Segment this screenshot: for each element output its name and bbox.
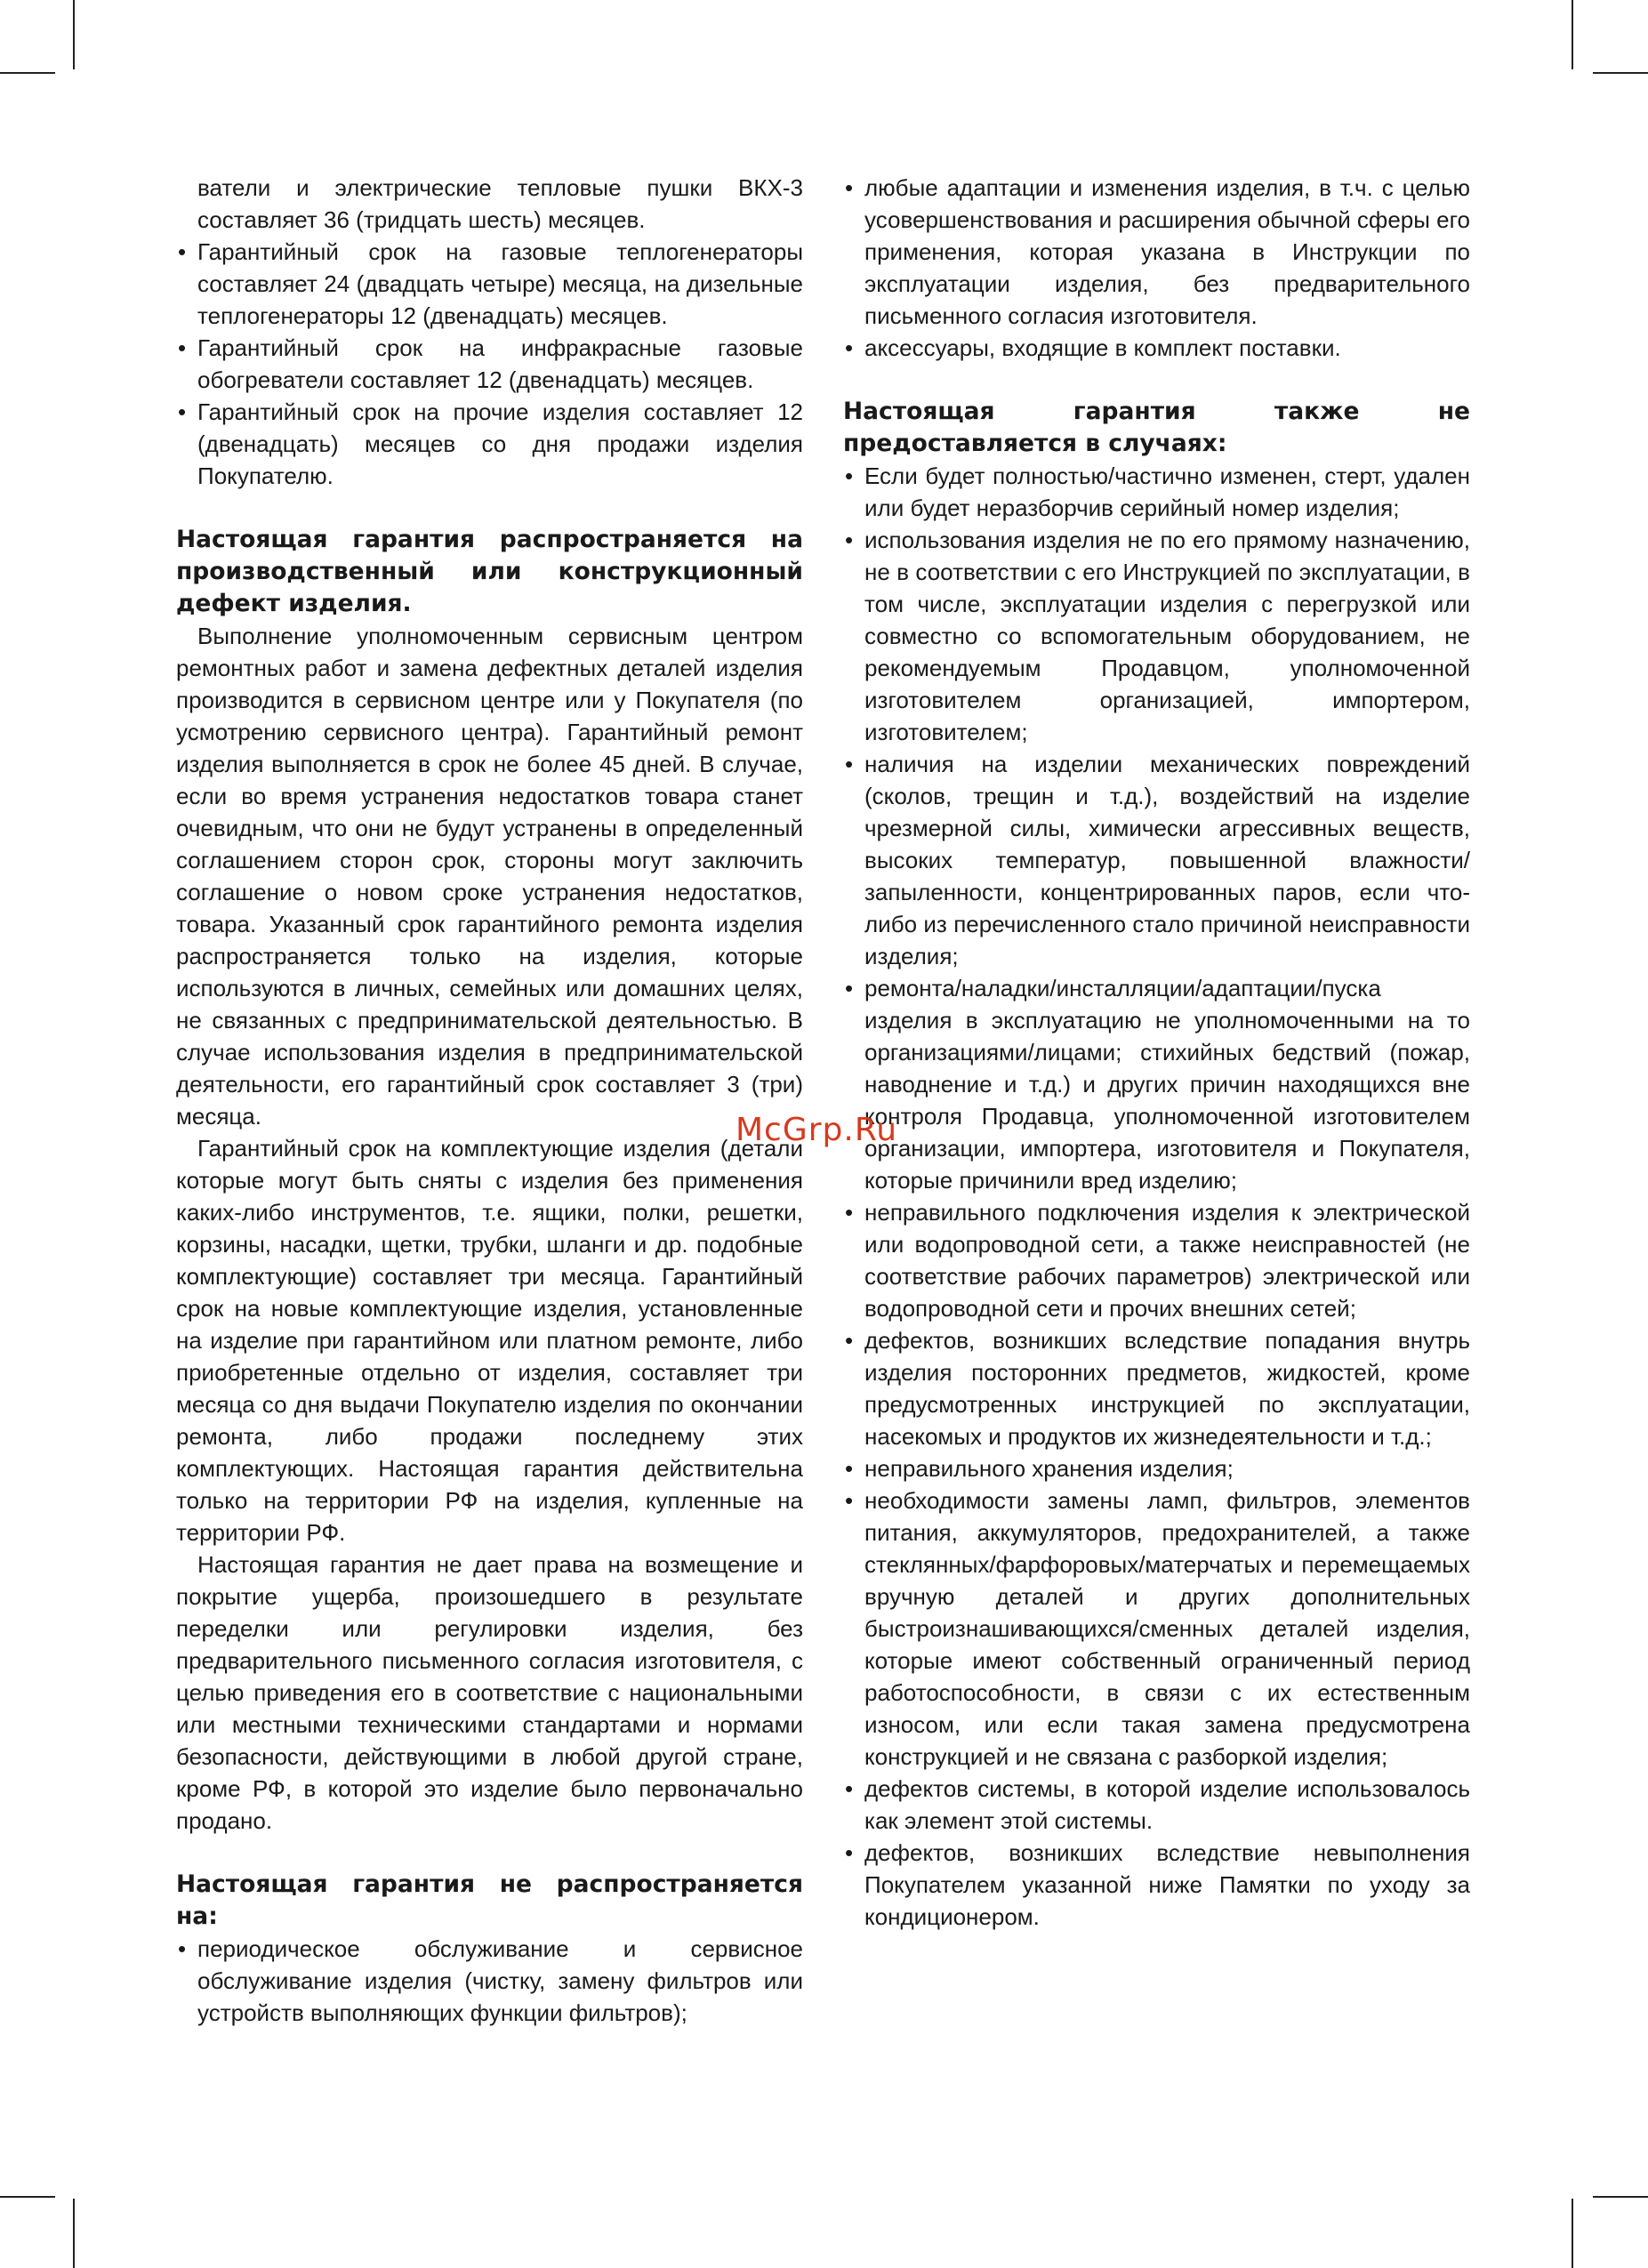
paragraph: Гарантийный срок на комплектующие изделия (детали которые могут быть сняты с изделия без применения каких-либо инструментов, т.е. ящики, полки, решетки, корзины, насадки, щетки, трубки, шланги и др. подобные комплектующие) составляет три месяца. Гарантийный срок на новые комплектующие изделия, установленные на изделие при гарантийном или платном ремонте, либо приобретенные отдельно от изделия, составляет три месяца со дня выдачи Покупателю изделия по окончании ремонта, либо продажи последнему этих комплектующих. Настоящая гарантия действительна только на территории РФ на изделия, купленные на территории РФ. bbox=[176, 1135, 803, 1546]
list-item: • дефектов, возникших вследствие попадания внутрь изделия посторонних предметов, жидкостей, кроме предусмотренных инструкцией по эксплуатации, насекомых и продуктов их жизнедеятельности и т.д.; bbox=[843, 1324, 1470, 1452]
list-item: • любые адаптации и изменения изделия, в т.ч. с целью усовершенствования и расширения обычной сферы его применения, которая указана в Инструкции по эксплуатации изделия, без предварительного письменного согласия изготовителя. bbox=[843, 172, 1470, 332]
list-item: • неправильного хранения изделия; bbox=[843, 1452, 1470, 1484]
crop-mark-bottom-left-h bbox=[0, 2196, 55, 2198]
list-item: • ремонта/наладки/инсталляции/адаптации/пуска изделия в эксплуатацию не уполномоченными на то организациями/лицами; стихийных бедствий (пожар, наводнение и т.д.) и других причин находящихся вне контроля Продавца, уполномоченной изготовителем организации, импортера, изготовителя и Покупателя, которые причинили вред изделию; bbox=[843, 972, 1470, 1196]
list-item: • аксессуары, входящие в комплект поставки. bbox=[843, 332, 1470, 364]
heading-cases: Настоящая гарантия также не предоставляется в случаях: bbox=[843, 398, 1470, 457]
list-item: • наличия на изделии механических повреждений (сколов, трещин и т.д.), воздействий на изделие чрезмерной силы, химически агрессивных веществ, высоких температур, повышенной влажности/запыленности, концентрированных паров, если что-либо из перечисленного стало причиной неисправности изделия; bbox=[843, 748, 1470, 972]
left-column bbox=[176, 172, 803, 2029]
crop-mark-top-left-h bbox=[0, 72, 55, 74]
intro-continuation: ватели и электрические тепловые пушки ВКХ-3 составляет 36 (тридцать шесть) месяцев. bbox=[197, 174, 803, 233]
crop-mark-top-right bbox=[1572, 0, 1573, 69]
paragraph: Выполнение уполномоченным сервисным центром ремонтных работ и замена дефектных деталей изделия производится в сервисном центре или у Покупателя (по усмотрению сервисного центра). Гарантийный ремонт изделия выполняется в срок не более 45 дней. В случае, если во время устранения недостатков товара станет очевидным, что они не будут устранены в определенный соглашением сторон срок, стороны могут заключить соглашение о новом сроке устранения недостатков, товара. Указанный срок гарантийного ремонта изделия распространяется только на изделия, которые используются в личных, семейных или домашних целях, не связанных с предпринимательской деятельностью. В случае использования изделия в предпринимательской деятельности, его гарантийный срок составляет 3 (три) месяца. bbox=[176, 623, 803, 1130]
not-covered-list bbox=[176, 1933, 803, 2029]
crop-mark-bottom-left bbox=[73, 2199, 75, 2268]
crop-mark-top-right-h bbox=[1593, 72, 1648, 74]
list-item: • дефектов, возникших вследствие невыполнения Покупателем указанной ниже Памятки по уходу за кондиционером. bbox=[843, 1837, 1470, 1933]
list-item: • дефектов системы, в которой изделие использовалось как элемент этой системы. bbox=[843, 1773, 1470, 1837]
list-item: • использования изделия не по его прямому назначению, не в соответствии с его Инструкцией по эксплуатации, в том числе, эксплуатации изделия с перегрузкой или совместно со вспомогательным оборудованием, не рекомендуемым Продавцом, уполномоченной изготовителем организацией, импортером, изготовителем; bbox=[843, 524, 1470, 748]
list-item: • Гарантийный срок на газовые теплогенераторы составляет 24 (двадцать четыре) месяца, на дизельные теплогенераторы 12 (двенадцать) месяцев. bbox=[176, 236, 803, 332]
intro-bullet-list bbox=[176, 236, 803, 492]
list-item: • Если будет полностью/частично изменен, стерт, удален или будет неразборчив серийный номер изделия; bbox=[843, 460, 1470, 524]
heading-covered: Настоящая гарантия распространяется на производственный или конструкционный дефект изделия. bbox=[176, 526, 803, 617]
heading-not-covered: Настоящая гарантия не распространяется на: bbox=[176, 1870, 803, 1930]
right-column bbox=[843, 172, 1470, 1933]
crop-mark-bottom-right-h bbox=[1593, 2196, 1648, 2198]
list-item: • периодическое обслуживание и сервисное обслуживание изделия (чистку, замену фильтров или устройств выполняющих функции фильтров); bbox=[176, 1933, 803, 2029]
list-item: • Гарантийный срок на инфракрасные газовые обогреватели составляет 12 (двенадцать) месяцев. bbox=[176, 332, 803, 396]
crop-mark-bottom-right bbox=[1572, 2199, 1573, 2268]
list-item: • необходимости замены ламп, фильтров, элементов питания, аккумуляторов, предохранителей, а также стеклянных/фарфоровых/матерчатых и перемещаемых вручную деталей и других дополнительных быстроизнашивающихся/сменных деталей изделия, которые имеют собственный ограниченный период работоспособности, в связи с их естественным износом, или если такая замена предусмотрена конструкцией и не связана с разборкой изделия; bbox=[843, 1484, 1470, 1773]
list-item: • Гарантийный срок на прочие изделия составляет 12 (двенадцать) месяцев со дня продажи изделия Покупателю. bbox=[176, 396, 803, 492]
paragraph: Настоящая гарантия не дает права на возмещение и покрытие ущерба, произошедшего в результате переделки или регулировки изделия, без предварительного письменного согласия изготовителя, с целью приведения его в соответствие с национальными или местными техническими стандартами и нормами безопасности, действующими в любой другой стране, кроме РФ, в которой это изделие было первоначально продано. bbox=[176, 1551, 803, 1834]
crop-mark-top-left bbox=[73, 0, 75, 69]
list-item: • неправильного подключения изделия к электрической или водопроводной сети, а также неисправностей (не соответствие рабочих параметров) электрической или водопроводной сети и прочих внешних сетей; bbox=[843, 1196, 1470, 1324]
watermark: McGrp.Ru bbox=[736, 1112, 898, 1148]
cases-list bbox=[843, 460, 1470, 1933]
not-covered-list-continued bbox=[843, 172, 1470, 364]
